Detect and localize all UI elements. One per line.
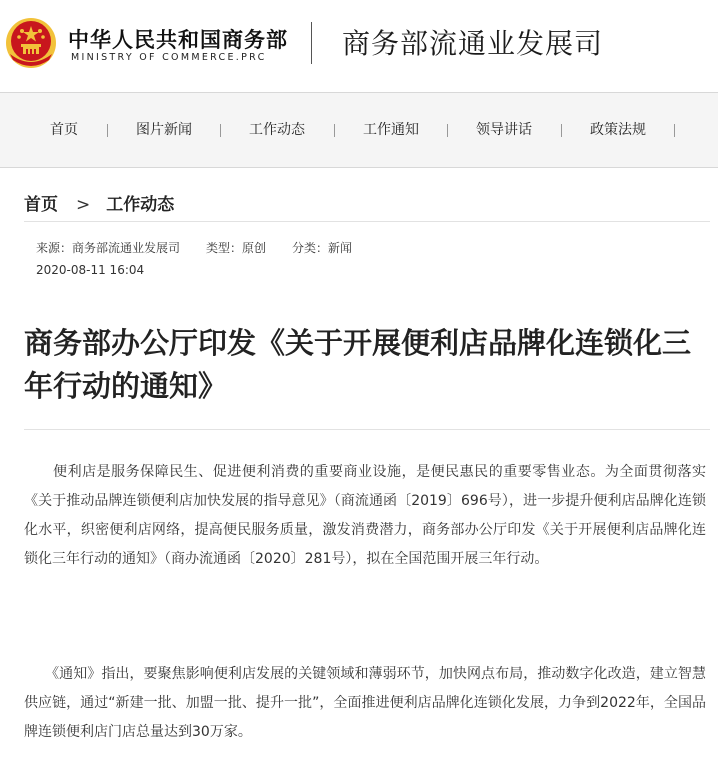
article-paragraph: 《通知》指出，要聚焦影响便利店发展的关键领域和薄弱环节，加快网点布局，推动数字化改造，建立智慧供应链，通过“新建一批、加盟一批、提升一批”，全面推进便利店品牌化连锁化发展，力争到2022年，全国品牌连锁便利店门店总量达到30万家。: [24, 666, 706, 740]
site-header: [0, 0, 718, 92]
meta-type: 类型：原创: [206, 241, 267, 255]
nav-separator: [561, 124, 562, 137]
article-meta: [36, 239, 378, 256]
breadcrumb: [24, 190, 174, 216]
ministry-name-cn: 中华人民共和国商务部: [68, 28, 288, 52]
breadcrumb-divider: [24, 221, 710, 222]
nav-separator: [220, 124, 221, 137]
breadcrumb-home[interactable]: 首页: [24, 195, 58, 215]
meta-date: 2020-08-11 16:04: [36, 263, 145, 277]
nav-separator: [334, 124, 335, 137]
title-divider: [24, 429, 710, 430]
nav-item-work-news[interactable]: 工作动态: [249, 122, 305, 138]
chevron-right-icon: >: [76, 195, 91, 215]
breadcrumb-current[interactable]: 工作动态: [106, 195, 175, 215]
department-name[interactable]: 商务部流通业发展司: [342, 27, 604, 60]
article-paragraph: 便利店是服务保障民生、促进便利消费的重要商业设施，是便民惠民的重要零售业态。为全面贯彻落实《关于推动品牌连锁便利店加快发展的指导意见》（商流通函〔2019〕696号），进一步提升便利店品牌化连锁化水平，织密便利店网络，提高便民服务质量，激发消费潜力，商务部办公厅印发《关于开展便利店品牌化连锁化三年行动的通知》（商办流通函〔2020〕281号），拟在全国范围开展三年行动。: [24, 464, 706, 567]
nav-item-policies[interactable]: 政策法规: [590, 122, 646, 138]
header-divider: [311, 22, 312, 64]
meta-source: 来源：商务部流通业发展司: [36, 241, 181, 255]
ministry-name-en: MINISTRY OF COMMERCE.PRC: [71, 52, 267, 63]
nav-item-home[interactable]: 首页: [50, 122, 78, 138]
article-title: 商务部办公厅印发《关于开展便利店品牌化连锁化三年行动的通知》: [24, 326, 692, 403]
nav-item-leader-speeches[interactable]: 领导讲话: [476, 122, 532, 138]
nav-separator: [447, 124, 448, 137]
nav-item-photo-news[interactable]: 图片新闻: [136, 122, 192, 138]
nav-item-work-notices[interactable]: 工作通知: [363, 122, 419, 138]
nav-separator: [107, 124, 108, 137]
main-nav: [0, 92, 718, 168]
nav-separator: [674, 124, 675, 137]
meta-category: 分类：新闻: [292, 241, 353, 255]
national-emblem-icon[interactable]: [4, 16, 58, 70]
